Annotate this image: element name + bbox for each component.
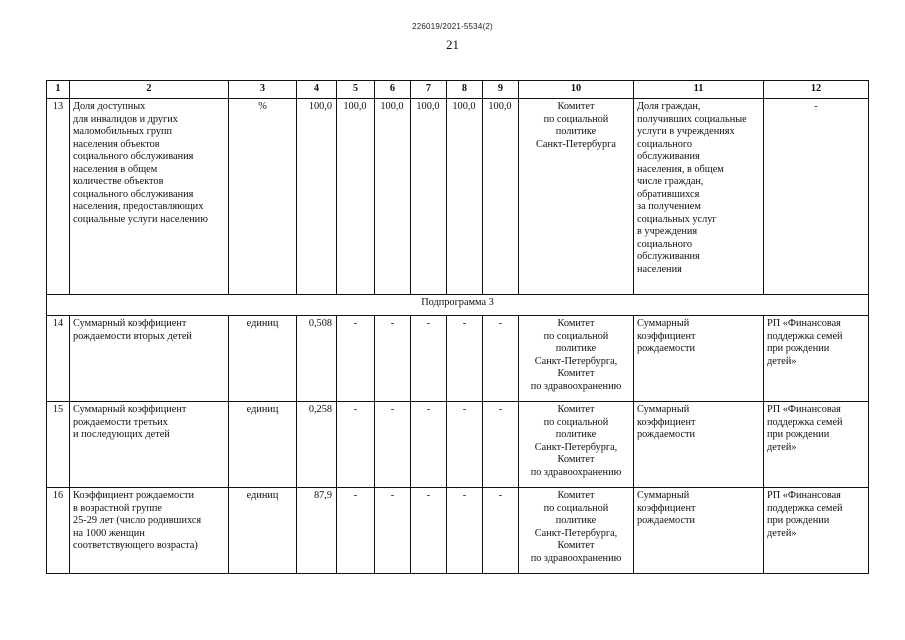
calculation-basis: Доля граждан, получивших социальные услуги в учреждениях социального обслуживания населения, в общем числе граждан, обратившихся за получением социальных услуг в учреждения социального обслуживания населения	[634, 99, 764, 295]
value-col-9: 100,0	[483, 99, 519, 295]
column-header-12: 12	[764, 81, 869, 99]
value-col-7: -	[411, 402, 447, 488]
calculation-basis: Суммарный коэффициент рождаемости	[634, 316, 764, 402]
unit-cell: единиц	[229, 488, 297, 574]
related-project: РП «Финансовая поддержка семей при рождении детей»	[764, 316, 869, 402]
column-header-9: 9	[483, 81, 519, 99]
section-title: Подпрограмма 3	[47, 295, 869, 316]
column-header-5: 5	[337, 81, 375, 99]
indicator-name: Суммарный коэффициент рождаемости вторых детей	[70, 316, 229, 402]
value-col-6: -	[375, 316, 411, 402]
calculation-basis: Суммарный коэффициент рождаемости	[634, 402, 764, 488]
column-header-8: 8	[447, 81, 483, 99]
value-col-7: -	[411, 316, 447, 402]
value-col-9: -	[483, 316, 519, 402]
table-row	[47, 99, 869, 295]
value-col-4: 0,508	[297, 316, 337, 402]
related-project: РП «Финансовая поддержка семей при рождении детей»	[764, 488, 869, 574]
table-row	[47, 316, 869, 402]
responsible-body: Комитет по социальной политике Санкт-Петербурга, Комитет по здравоохранению	[519, 402, 634, 488]
row-number: 14	[47, 316, 70, 402]
page-number: 21	[446, 37, 459, 52]
value-col-4: 100,0	[297, 99, 337, 295]
row-number: 13	[47, 99, 70, 295]
value-col-9: -	[483, 402, 519, 488]
value-col-7: 100,0	[411, 99, 447, 295]
column-header-6: 6	[375, 81, 411, 99]
value-col-6: 100,0	[375, 99, 411, 295]
document-id: 226019/2021-5534(2)	[412, 22, 493, 31]
unit-cell: %	[229, 99, 297, 295]
value-col-6: -	[375, 402, 411, 488]
value-col-5: -	[337, 488, 375, 574]
column-header-3: 3	[229, 81, 297, 99]
column-header-4: 4	[297, 81, 337, 99]
unit-cell: единиц	[229, 402, 297, 488]
row-number: 15	[47, 402, 70, 488]
column-header-10: 10	[519, 81, 634, 99]
value-col-4: 87,9	[297, 488, 337, 574]
related-project: РП «Финансовая поддержка семей при рождении детей»	[764, 402, 869, 488]
responsible-body: Комитет по социальной политике Санкт-Петербурга, Комитет по здравоохранению	[519, 316, 634, 402]
value-col-5: 100,0	[337, 99, 375, 295]
column-header-11: 11	[634, 81, 764, 99]
indicator-name: Доля доступных для инвалидов и других маломобильных групп населения объектов социального обслуживания населения в общем количестве объектов социального обслуживания населения, предоставляющих социальные услуги населению	[70, 99, 229, 295]
column-header-1: 1	[47, 81, 70, 99]
value-col-5: -	[337, 316, 375, 402]
table-row	[47, 402, 869, 488]
value-col-4: 0,258	[297, 402, 337, 488]
section-row	[47, 295, 869, 316]
row-number: 16	[47, 488, 70, 574]
value-col-9: -	[483, 488, 519, 574]
indicator-name: Суммарный коэффициент рождаемости третьих и последующих детей	[70, 402, 229, 488]
header-row	[47, 81, 869, 99]
column-header-2: 2	[70, 81, 229, 99]
related-project: -	[764, 99, 869, 295]
column-header-7: 7	[411, 81, 447, 99]
unit-cell: единиц	[229, 316, 297, 402]
value-col-8: 100,0	[447, 99, 483, 295]
value-col-8: -	[447, 402, 483, 488]
value-col-8: -	[447, 316, 483, 402]
value-col-8: -	[447, 488, 483, 574]
responsible-body: Комитет по социальной политике Санкт-Петербурга	[519, 99, 634, 295]
indicator-name: Коэффициент рождаемости в возрастной группе 25-29 лет (число родившихся на 1000 женщин соответствующего возраста)	[70, 488, 229, 574]
calculation-basis: Суммарный коэффициент рождаемости	[634, 488, 764, 574]
responsible-body: Комитет по социальной политике Санкт-Петербурга, Комитет по здравоохранению	[519, 488, 634, 574]
indicators-table	[46, 80, 869, 574]
value-col-7: -	[411, 488, 447, 574]
value-col-5: -	[337, 402, 375, 488]
table-row	[47, 488, 869, 574]
value-col-6: -	[375, 488, 411, 574]
